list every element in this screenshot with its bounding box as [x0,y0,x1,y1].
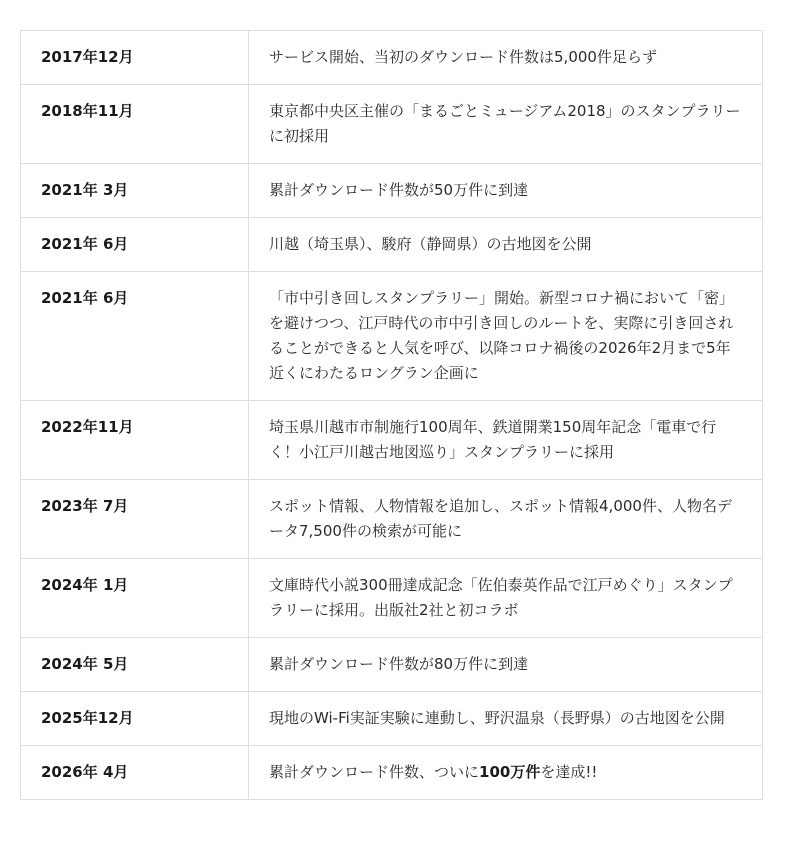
row-date: 2021年 3月 [21,164,249,218]
row-date: 2022年11月 [21,401,249,480]
row-description: 文庫時代小説300冊達成記念「佐伯泰英作品で江戸めぐり」スタンプラリーに採用。出版社2社と初コラボ [249,559,763,638]
row-date: 2026年 4月 [21,746,249,800]
table-row [21,638,763,692]
row-text-before: 累計ダウンロード件数、ついに [269,763,480,781]
row-description: 東京都中央区主催の「まるごとミュージアム2018」のスタンプラリーに初採用 [249,85,763,164]
row-date: 2021年 6月 [21,218,249,272]
table-row [21,272,763,401]
row-text-after: を達成!! [540,763,598,781]
row-date: 2024年 1月 [21,559,249,638]
row-description: 累計ダウンロード件数が50万件に到達 [249,164,763,218]
row-date: 2023年 7月 [21,480,249,559]
row-description: 累計ダウンロード件数が80万件に到達 [249,638,763,692]
row-date: 2018年11月 [21,85,249,164]
row-date: 2017年12月 [21,31,249,85]
row-description: 埼玉県川越市市制施行100周年、鉄道開業150周年記念「電車で行く！小江戸川越古地図巡り」スタンプラリーに採用 [249,401,763,480]
table-row [21,480,763,559]
milestone-highlight: 100万件 [479,763,541,781]
row-date: 2021年 6月 [21,272,249,401]
table-row [21,218,763,272]
timeline-container [20,30,762,800]
row-description [249,746,763,800]
table-row [21,31,763,85]
timeline-table [20,30,763,800]
table-row [21,746,763,800]
row-description: 川越（埼玉県）、駿府（静岡県）の古地図を公開 [249,218,763,272]
table-row [21,164,763,218]
row-description: スポット情報、人物情報を追加し、スポット情報4,000件、人物名データ7,500件の検索が可能に [249,480,763,559]
row-description: 「市中引き回しスタンプラリー」開始。新型コロナ禍において「密」を避けつつ、江戸時代の市中引き回しのルートを、実際に引き回されることができると人気を呼び、以降コロナ禍後の2026年2月まで5年近くにわたるロングラン企画に [249,272,763,401]
row-date: 2024年 5月 [21,638,249,692]
row-description: サービス開始、当初のダウンロード件数は5,000件足らず [249,31,763,85]
table-row [21,401,763,480]
table-row [21,559,763,638]
row-description: 現地のWi-Fi実証実験に連動し、野沢温泉（長野県）の古地図を公開 [249,692,763,746]
table-row [21,692,763,746]
row-date: 2025年12月 [21,692,249,746]
table-row [21,85,763,164]
